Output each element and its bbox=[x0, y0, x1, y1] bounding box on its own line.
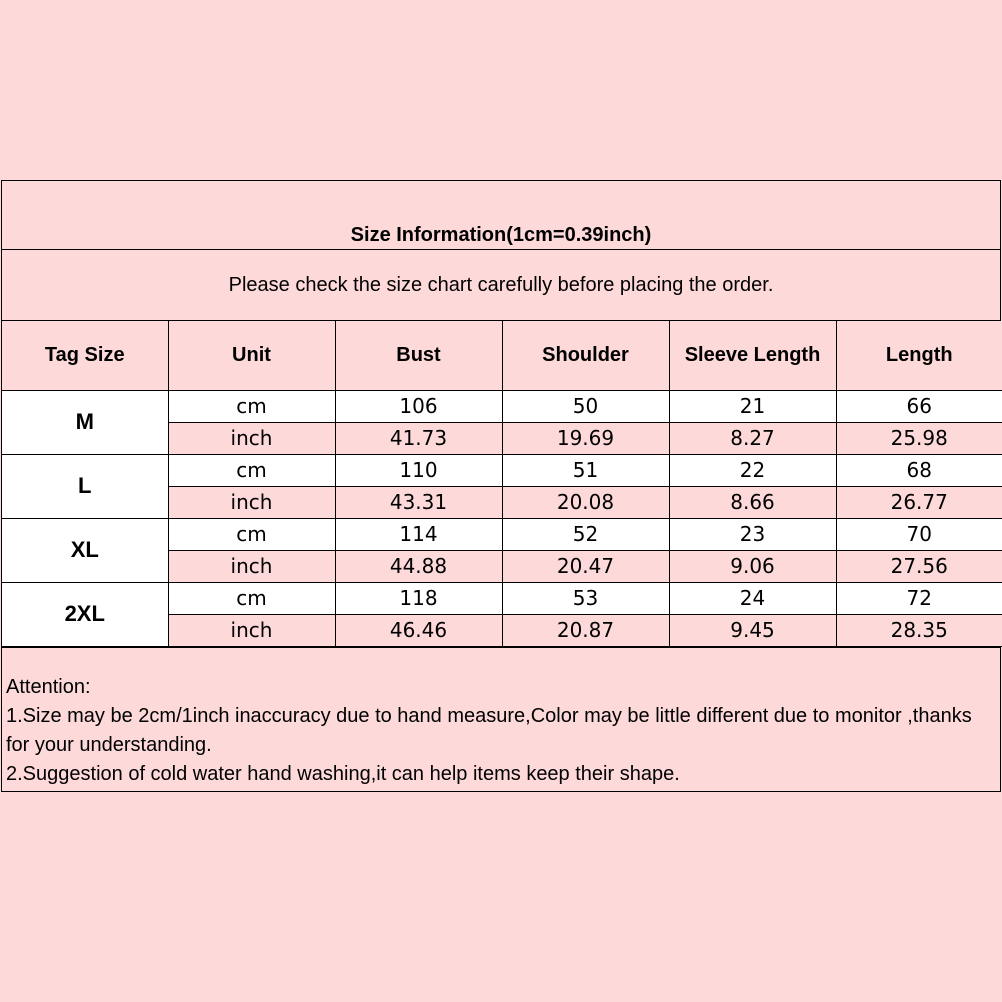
sleeve-length-cell: 9.06 bbox=[669, 550, 836, 582]
shoulder-cell: 53 bbox=[502, 582, 669, 614]
unit-cell: inch bbox=[168, 550, 335, 582]
sleeve-length-cell: 24 bbox=[669, 582, 836, 614]
size-chart bbox=[1, 180, 1001, 792]
tag-size-cell: L bbox=[2, 454, 168, 518]
unit-cell: cm bbox=[168, 454, 335, 486]
header-row bbox=[2, 321, 1002, 390]
table-row bbox=[2, 390, 1002, 422]
unit-cell: cm bbox=[168, 582, 335, 614]
sleeve-length-cell: 23 bbox=[669, 518, 836, 550]
shoulder-cell: 20.08 bbox=[502, 486, 669, 518]
attention-item: 1.Size may be 2cm/1inch inaccuracy due to hand measure,Color may be little different due to monitor ,thanks for your understanding. bbox=[6, 704, 972, 756]
length-cell: 66 bbox=[836, 390, 1002, 422]
header-tag-size: Tag Size bbox=[2, 321, 168, 390]
shoulder-cell: 19.69 bbox=[502, 422, 669, 454]
header-unit: Unit bbox=[168, 321, 335, 390]
unit-cell: inch bbox=[168, 422, 335, 454]
length-cell: 28.35 bbox=[836, 614, 1002, 646]
shoulder-cell: 50 bbox=[502, 390, 669, 422]
size-chart-title: Size Information(1cm=0.39inch) bbox=[2, 181, 1000, 250]
unit-cell: inch bbox=[168, 486, 335, 518]
sleeve-length-cell: 8.27 bbox=[669, 422, 836, 454]
size-table bbox=[2, 321, 1002, 647]
sleeve-length-cell: 8.66 bbox=[669, 486, 836, 518]
header-sleeve-length: Sleeve Length bbox=[669, 321, 836, 390]
length-cell: 26.77 bbox=[836, 486, 1002, 518]
tag-size-cell: 2XL bbox=[2, 582, 168, 646]
bust-cell: 43.31 bbox=[335, 486, 502, 518]
header-shoulder: Shoulder bbox=[502, 321, 669, 390]
length-cell: 68 bbox=[836, 454, 1002, 486]
bust-cell: 46.46 bbox=[335, 614, 502, 646]
table-row bbox=[2, 454, 1002, 486]
unit-cell: cm bbox=[168, 390, 335, 422]
bust-cell: 44.88 bbox=[335, 550, 502, 582]
attention-section bbox=[2, 647, 1000, 791]
bust-cell: 110 bbox=[335, 454, 502, 486]
sleeve-length-cell: 9.45 bbox=[669, 614, 836, 646]
header-bust: Bust bbox=[335, 321, 502, 390]
bust-cell: 106 bbox=[335, 390, 502, 422]
tag-size-cell: M bbox=[2, 390, 168, 454]
shoulder-cell: 51 bbox=[502, 454, 669, 486]
header-length: Length bbox=[836, 321, 1002, 390]
bust-cell: 114 bbox=[335, 518, 502, 550]
length-cell: 70 bbox=[836, 518, 1002, 550]
bust-cell: 118 bbox=[335, 582, 502, 614]
attention-heading: Attention: bbox=[6, 675, 91, 698]
length-cell: 72 bbox=[836, 582, 1002, 614]
shoulder-cell: 52 bbox=[502, 518, 669, 550]
tag-size-cell: XL bbox=[2, 518, 168, 582]
unit-cell: cm bbox=[168, 518, 335, 550]
shoulder-cell: 20.87 bbox=[502, 614, 669, 646]
length-cell: 25.98 bbox=[836, 422, 1002, 454]
bust-cell: 41.73 bbox=[335, 422, 502, 454]
sleeve-length-cell: 21 bbox=[669, 390, 836, 422]
attention-item: 2.Suggestion of cold water hand washing,it can help items keep their shape. bbox=[6, 762, 680, 785]
sleeve-length-cell: 22 bbox=[669, 454, 836, 486]
unit-cell: inch bbox=[168, 614, 335, 646]
table-row bbox=[2, 582, 1002, 614]
length-cell: 27.56 bbox=[836, 550, 1002, 582]
shoulder-cell: 20.47 bbox=[502, 550, 669, 582]
table-row bbox=[2, 518, 1002, 550]
size-chart-note: Please check the size chart carefully before placing the order. bbox=[2, 250, 1000, 321]
